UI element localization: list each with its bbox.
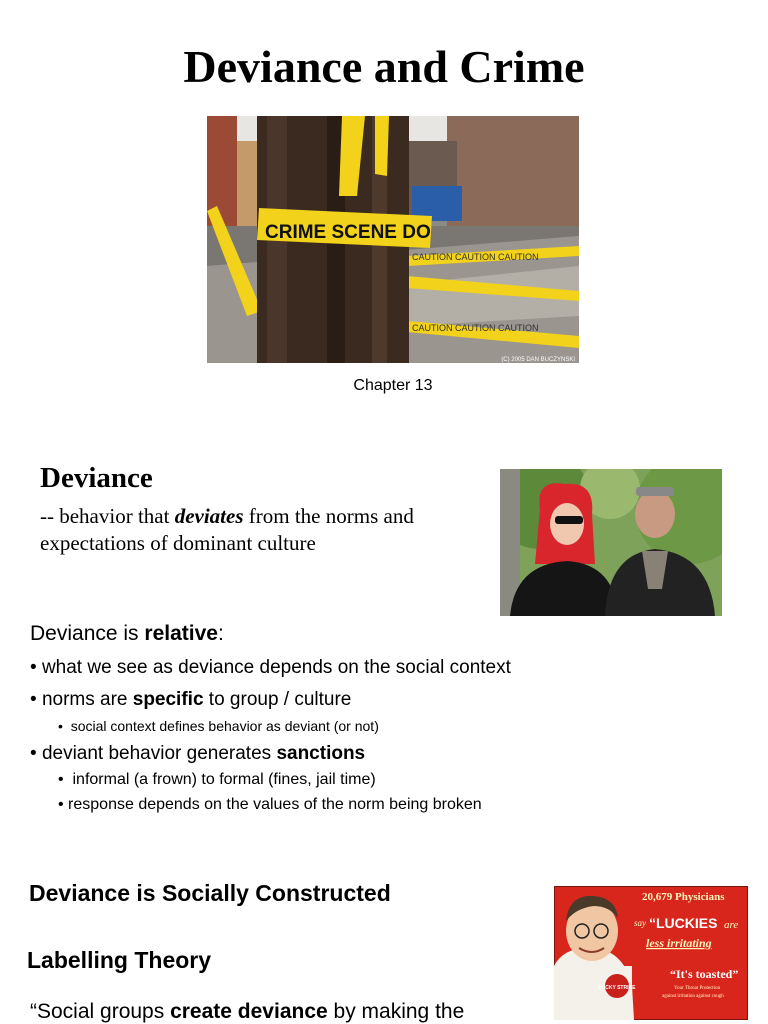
section-heading-socially-constructed: Deviance is Socially Constructed: [29, 880, 391, 906]
relative-prefix: Deviance is: [30, 622, 145, 645]
page-title: Deviance and Crime: [183, 41, 585, 92]
bullet-text: deviant behavior generates: [41, 743, 277, 764]
quote-suffix: by making the: [327, 1000, 465, 1023]
crime-scene-photo: [207, 116, 579, 363]
quote-prefix: “Social groups: [30, 1000, 171, 1023]
caution-tape-text: CAUTION CAUTION CAUTION: [412, 323, 539, 333]
sub-bullet-text: response depends on the values of the norm being broken: [68, 796, 482, 813]
chapter-caption: Chapter 13: [353, 377, 433, 394]
bullet-item: • norms are specific to group / culture: [30, 689, 352, 710]
ad-number: 20,679: [642, 891, 673, 903]
bullet-bold: specific: [132, 689, 204, 710]
bullet-item: • deviant behavior generates sanctions: [30, 743, 366, 764]
ad-luckies: “LUCKIES: [649, 915, 718, 931]
deviance-definition: [40, 503, 470, 557]
bullet-bold: sanctions: [276, 743, 366, 764]
sub-bullet-item: • informal (a frown) to formal (fines, jail time): [58, 771, 376, 788]
caution-tape-text: CAUTION CAUTION CAUTION: [412, 252, 539, 262]
quote-text: [30, 1000, 464, 1024]
bullet-item: • what we see as deviance depends on the social context: [30, 657, 511, 678]
couple-photo: [500, 469, 722, 616]
lucky-strike-ad: [554, 886, 748, 1020]
ad-fine-print: Your Throat Protection: [674, 986, 721, 991]
ad-physicians: Physicians: [672, 891, 725, 903]
relative-heading: [30, 622, 224, 646]
ad-fine-print: against irritation against cough: [662, 994, 724, 999]
relative-bold: relative: [144, 622, 218, 645]
sub-bullet-item: • social context defines behavior as deviant (or not): [58, 718, 379, 734]
photo-copyright: (C) 2005 DAN BUCZYNSKI: [501, 357, 575, 363]
definition-emphasis: deviates: [174, 504, 244, 528]
sub-bullet-text: social context defines behavior as deviant (or not): [70, 718, 379, 734]
sub-bullet-item: • response depends on the values of the norm being broken: [58, 796, 482, 813]
ad-are: are: [724, 919, 739, 931]
ad-say: say: [634, 918, 646, 928]
ad-toasted: “It's toasted”: [670, 967, 739, 981]
bullet-text: norms are: [41, 689, 133, 710]
quote-bold: create deviance: [170, 1000, 328, 1023]
section-heading-labelling-theory: Labelling Theory: [27, 947, 212, 973]
ad-text: [642, 891, 725, 903]
ad-less-irritating: less irritating: [646, 936, 712, 950]
definition-text: -- behavior that: [40, 504, 175, 528]
relative-suffix: :: [217, 622, 224, 645]
ad-pack-label: LUCKY STRIKE: [598, 985, 636, 991]
deviance-heading: Deviance: [40, 462, 153, 494]
bullet-text: what we see as deviance depends on the social context: [41, 657, 511, 678]
tape-text: CRIME SCENE DO: [265, 222, 431, 243]
bullet-text: to group / culture: [203, 689, 352, 710]
definition-text: from the norms and expectations of dominant culture: [40, 504, 414, 555]
sub-bullet-text: informal (a frown) to formal (fines, jail time): [68, 771, 376, 788]
